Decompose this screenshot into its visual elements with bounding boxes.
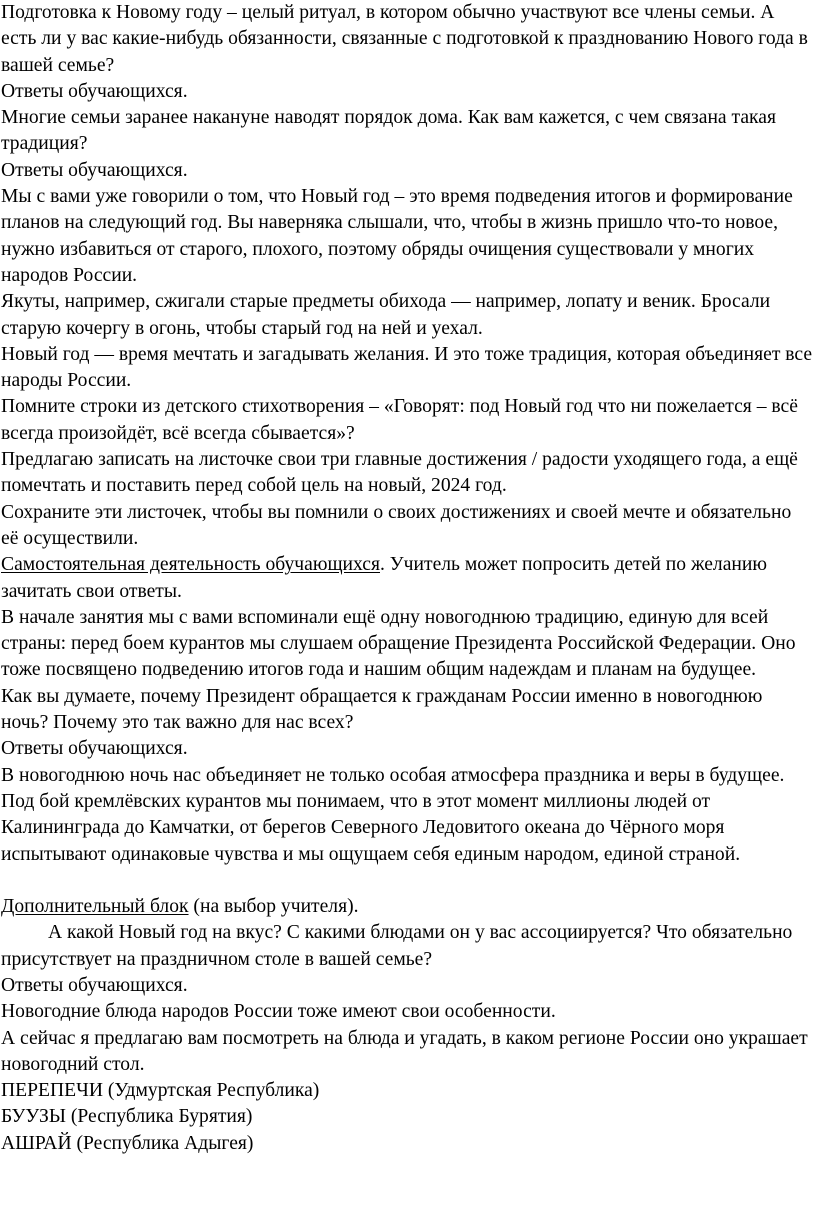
paragraph-president-question: Как вы думаете, почему Президент обращается к гражданам России именно в новогоднюю ночь? Почему это так важно для нас всех? xyxy=(1,685,763,734)
paragraph-student-answers: Ответы обучающихся. xyxy=(1,80,188,102)
additional-block-heading: Дополнительный блок xyxy=(1,896,189,918)
paragraph-student-answers: Ответы обучающихся. xyxy=(1,974,188,996)
paragraph-new-year-preparation: Подготовка к Новому году – целый ритуал, в котором обычно участвуют все члены семьи. А есть ли у вас какие-нибудь обязанности, связанные с подготовкой к празднованию Нового года в вашей семье? xyxy=(1,2,808,76)
paragraph-new-year-taste: А какой Новый год на вкус? С какими блюдами он у вас ассоциируется? Что обязательно присутствует на праздничном столе в вашей семье? xyxy=(1,922,793,970)
dish-perepechi: ПЕРЕПЕЧИ (Удмуртская Республика) xyxy=(1,1080,320,1102)
dish-buuzy: БУУЗЫ (Республика Бурятия) xyxy=(1,1106,253,1128)
paragraph-unity: В новогоднюю ночь нас объединяет не только особая атмосфера праздника и веры в будущее. Под бой кремлёвских курантов мы понимаем, что в этот момент миллионы людей от Калининграда до Камчатки, от берегов Северного Ледовитого океана до Чёрного моря испытывают одинаковые чувства и мы ощущаем себя единым народом, единой страной. xyxy=(1,764,785,865)
paragraph-president-address: В начале занятия мы с вами вспоминали ещё одну новогоднюю традицию, единую для всей страны: перед боем курантов мы слушаем обращение Президента Российской Федерации. Оно тоже посвящено подведению итогов года и нашим общим надеждам и планам на будущее. xyxy=(1,606,796,681)
paragraph-wishes: Новый год — время мечтать и загадывать желания. И это тоже традиция, которая объединяет все народы России. xyxy=(1,343,813,392)
paragraph-yakuts: Якуты, например, сжигали старые предметы обихода — например, лопату и веник. Бросали старую кочергу в огонь, чтобы старый год на ней и уехал. xyxy=(1,291,771,339)
paragraph-guess-region: А сейчас я предлагаю вам посмотреть на блюда и угадать, в каком регионе России оно украшает новогодний стол. xyxy=(1,1027,808,1075)
blank-line xyxy=(1,868,813,894)
paragraph-achievements: Предлагаю записать на листочке свои три главные достижения / радости уходящего года, а ещё помечтать и поставить перед собой цель на новый, 2024 год. xyxy=(1,449,798,497)
paragraph-summing-up-year: Мы с вами уже говорили о том, что Новый год – это время подведения итогов и формирование планов на следующий год. Вы наверняка слышали, что, чтобы в жизнь пришло что-то новое, нужно избавиться от старого, плохого, поэтому обряды очищения существовали у многих народов России. xyxy=(1,186,793,286)
paragraph-cleaning-tradition: Многие семьи заранее накануне наводят порядок дома. Как вам кажется, с чем связана такая традиция? xyxy=(1,107,776,155)
paragraph-regional-dishes: Новогодние блюда народов России тоже имеют свои особенности. xyxy=(1,1001,556,1023)
paragraph-keep-notes: Сохраните эти листочек, чтобы вы помнили о своих достижениях и своей мечте и обязательно её осуществили. xyxy=(1,501,792,549)
paragraph-additional-block xyxy=(1,894,813,920)
dish-ashrai: АШРАЙ (Республика Адыгея) xyxy=(1,1132,254,1154)
additional-block-note: (на выбор учителя). xyxy=(188,896,359,918)
paragraph-independent-activity xyxy=(1,552,813,605)
independent-activity-heading: Самостоятельная деятельность обучающихся xyxy=(1,554,380,576)
independent-activity-text: . Учитель может попросить детей по желанию зачитать свои ответы. xyxy=(1,554,768,602)
paragraph-poem: Помните строки из детского стихотворения – «Говорят: под Новый год что ни пожелается – всё всегда произойдёт, всё всегда сбывается»? xyxy=(1,396,798,444)
paragraph-student-answers: Ответы обучающихся. xyxy=(1,159,188,181)
paragraph-student-answers: Ответы обучающихся. xyxy=(1,738,188,760)
